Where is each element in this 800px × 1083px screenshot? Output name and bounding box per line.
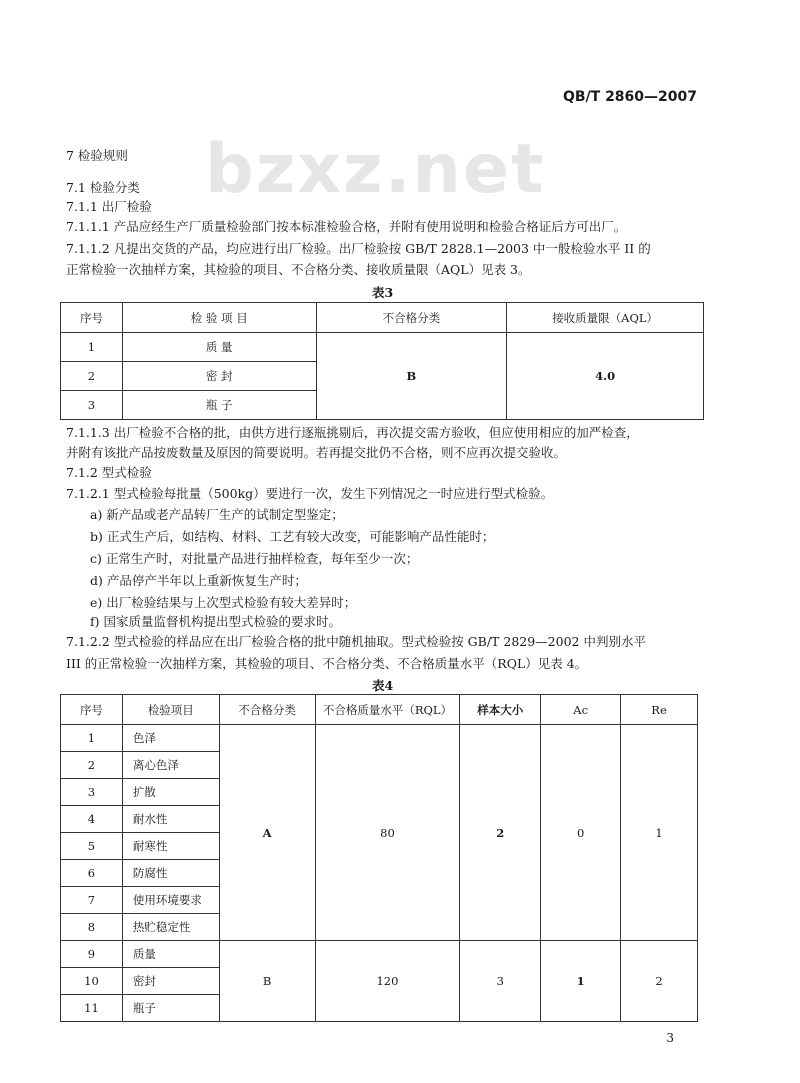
table4-header-ac: Ac bbox=[541, 695, 621, 725]
table4-row-item: 离心色泽 bbox=[122, 752, 219, 779]
table4-header-no: 序号 bbox=[61, 695, 123, 725]
page-number: 3 bbox=[666, 1031, 674, 1045]
table4-row-no: 1 bbox=[61, 725, 123, 752]
table4-row-no: 11 bbox=[61, 995, 123, 1022]
table4-row-item: 热贮稳定性 bbox=[122, 914, 219, 941]
list-item-f: f) 国家质量监督机构提出型式检验的要求时。 bbox=[90, 614, 341, 629]
paragraph-7-1-1-2-line2: 正常检验一次抽样方案，其检验的项目、不合格分类、接收质量限（AQL）见表 3。 bbox=[66, 262, 531, 277]
table4-row-item: 密封 bbox=[122, 968, 219, 995]
list-item-a: a) 新产品或老产品转厂生产的试制定型鉴定； bbox=[90, 507, 344, 522]
table4 bbox=[60, 694, 698, 1022]
table-row bbox=[61, 333, 704, 362]
table4-row-no: 10 bbox=[61, 968, 123, 995]
table-row bbox=[61, 941, 698, 968]
table4-groupA-sample: 2 bbox=[460, 725, 541, 941]
table3-header-aql: 接收质量限（AQL） bbox=[507, 303, 704, 333]
paragraph-7-1-1-3-line1: 7.1.1.3 出厂检验不合格的批，由供方进行逐瓶挑剔后，再次提交需方验收，但应使用相应的加严检查， bbox=[66, 425, 639, 440]
table3-header-category: 不合格分类 bbox=[316, 303, 507, 333]
watermark: bzxz.net bbox=[205, 130, 546, 209]
table4-row-item: 质量 bbox=[122, 941, 219, 968]
table4-row-no: 5 bbox=[61, 833, 123, 860]
list-item-e: e) 出厂检验结果与上次型式检验有较大差异时； bbox=[90, 595, 357, 610]
table4-header-category: 不合格分类 bbox=[219, 695, 315, 725]
table3-row-no: 2 bbox=[61, 362, 123, 391]
table3-row-item: 质 量 bbox=[122, 333, 316, 362]
section-7-1-1-title: 7.1.1 出厂检验 bbox=[66, 199, 152, 214]
paragraph-7-1-2-2-line2: III 的正常检验一次抽样方案，其检验的项目、不合格分类、不合格质量水平（RQL）见表 4。 bbox=[66, 656, 588, 671]
list-item-c: c) 正常生产时，对批量产品进行抽样检查，每年至少一次； bbox=[90, 551, 419, 566]
table3-aql: 4.0 bbox=[507, 333, 704, 420]
table3-category: B bbox=[316, 333, 507, 420]
table4-groupB-re: 2 bbox=[621, 941, 698, 1022]
table3-row-no: 3 bbox=[61, 391, 123, 420]
table4-groupA-category: A bbox=[219, 725, 315, 941]
paragraph-7-1-1-3-line2: 并附有该批产品按废数量及原因的简要说明。若再提交批仍不合格，则不应再次提交验收。 bbox=[66, 445, 567, 460]
table4-row-item: 使用环境要求 bbox=[122, 887, 219, 914]
paragraph-7-1-1-2-line1: 7.1.1.2 凡提出交货的产品，均应进行出厂检验。出厂检验按 GB/T 2828.1—2003 中一般检验水平 II 的 bbox=[66, 241, 651, 256]
table4-header-re: Re bbox=[621, 695, 698, 725]
table4-row-item: 扩散 bbox=[122, 779, 219, 806]
section-7-title: 7 检验规则 bbox=[66, 148, 128, 163]
table4-row-no: 3 bbox=[61, 779, 123, 806]
table4-row-no: 4 bbox=[61, 806, 123, 833]
table4-groupB-sample: 3 bbox=[460, 941, 541, 1022]
table4-row-no: 8 bbox=[61, 914, 123, 941]
table-row bbox=[61, 725, 698, 752]
table3-row-item: 密 封 bbox=[122, 362, 316, 391]
table4-row-no: 9 bbox=[61, 941, 123, 968]
table3-header-item: 检 验 项 目 bbox=[122, 303, 316, 333]
standard-code: QB/T 2860—2007 bbox=[562, 89, 697, 105]
table4-header-rql: 不合格质量水平（RQL） bbox=[315, 695, 460, 725]
table4-row-item: 耐水性 bbox=[122, 806, 219, 833]
table4-row-item: 耐寒性 bbox=[122, 833, 219, 860]
paragraph-7-1-2-2-line1: 7.1.2.2 型式检验的样品应在出厂检验合格的批中随机抽取。型式检验按 GB/T 2829—2002 中判别水平 bbox=[66, 634, 646, 649]
table4-header-item: 检验项目 bbox=[122, 695, 219, 725]
table4-groupA-rql: 80 bbox=[315, 725, 460, 941]
table3-title: 表3 bbox=[372, 285, 394, 300]
table3-header-no: 序号 bbox=[61, 303, 123, 333]
table4-row-item: 色泽 bbox=[122, 725, 219, 752]
list-item-d: d) 产品停产半年以上重新恢复生产时； bbox=[90, 573, 307, 588]
table4-groupA-ac: 0 bbox=[541, 725, 621, 941]
table4-groupA-re: 1 bbox=[621, 725, 698, 941]
paragraph-7-1-1-1: 7.1.1.1 产品应经生产厂质量检验部门按本标准检验合格，并附有使用说明和检验合格证后方可出厂。 bbox=[66, 219, 627, 234]
table4-row-no: 6 bbox=[61, 860, 123, 887]
table4-groupB-rql: 120 bbox=[315, 941, 460, 1022]
table4-groupB-category: B bbox=[219, 941, 315, 1022]
table3-row-item: 瓶 子 bbox=[122, 391, 316, 420]
section-7-1-2-title: 7.1.2 型式检验 bbox=[66, 465, 152, 480]
table3-header-row bbox=[61, 303, 704, 333]
table4-row-no: 7 bbox=[61, 887, 123, 914]
table4-row-no: 2 bbox=[61, 752, 123, 779]
list-item-b: b) 正式生产后，如结构、材料、工艺有较大改变，可能影响产品性能时； bbox=[90, 529, 495, 544]
table4-row-item: 防腐性 bbox=[122, 860, 219, 887]
table3-row-no: 1 bbox=[61, 333, 123, 362]
table4-header-sample: 样本大小 bbox=[460, 695, 541, 725]
table4-row-item: 瓶子 bbox=[122, 995, 219, 1022]
section-7-1-title: 7.1 检验分类 bbox=[66, 180, 140, 195]
table4-groupB-ac: 1 bbox=[541, 941, 621, 1022]
paragraph-7-1-2-1: 7.1.2.1 型式检验每批量（500kg）要进行一次，发生下列情况之一时应进行型式检验。 bbox=[66, 486, 554, 501]
table4-title: 表4 bbox=[372, 678, 394, 693]
table3 bbox=[60, 302, 704, 420]
table4-header-row bbox=[61, 695, 698, 725]
